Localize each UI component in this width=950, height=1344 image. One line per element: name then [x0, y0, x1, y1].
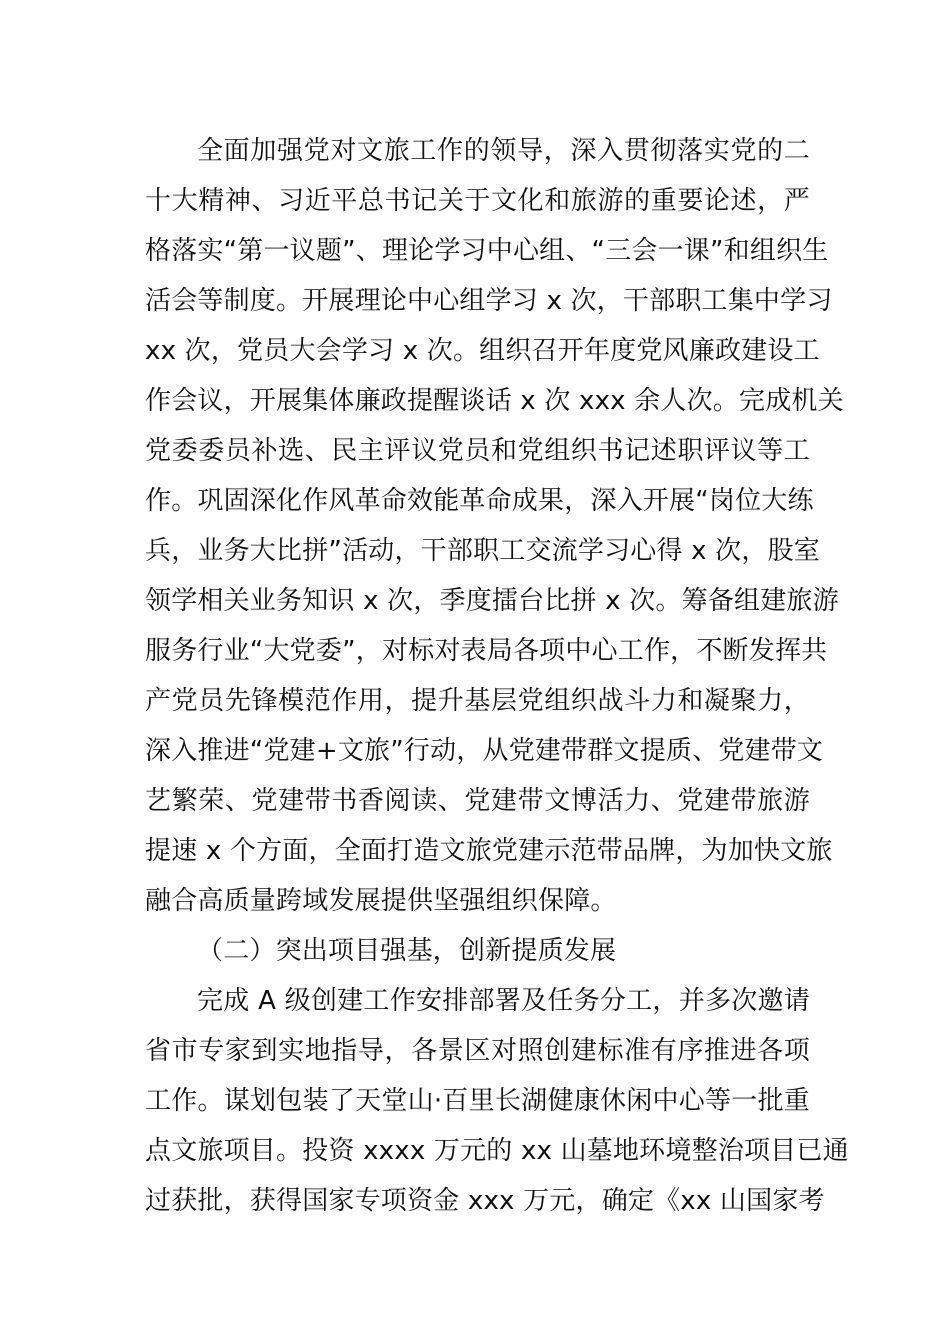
paragraph-line: 领学相关业务知识 x 次，季度擂台比拼 x 次。筹备组建旅游: [145, 586, 839, 616]
paragraph-line: 提速 x 个方面，全面打造文旅党建示范带品牌，为加快文旅: [145, 836, 833, 866]
paragraph-line: xx 次，党员大会学习 x 次。组织召开年度党风廉政建设工: [145, 336, 820, 366]
paragraph-line: 党委委员补选、民主评议党员和党组织书记述职评议等工: [145, 436, 810, 466]
paragraph-line: 活会等制度。开展理论中心组学习 x 次，干部职工集中学习: [145, 286, 833, 316]
paragraph-line: 过获批，获得国家专项资金 xxx 万元，确定《xx 山国家考: [145, 1186, 825, 1216]
paragraph-line: 工作。谋划包装了天堂山·百里长湖健康休闲中心等一批重: [145, 1086, 810, 1116]
paragraph-line: 十大精神、习近平总书记关于文化和旅游的重要论述，严: [145, 186, 810, 216]
paragraph-line: 兵，业务大比拼”活动，干部职工交流学习心得 x 次，股室: [145, 536, 820, 566]
paragraph-line: 服务行业“大党委”，对标对表局各项中心工作，不断发挥共: [145, 636, 828, 666]
paragraph-line: 点文旅项目。投资 xxxx 万元的 xx 山墓地环境整治项目已通: [145, 1136, 849, 1166]
paragraph-line: 作会议，开展集体廉政提醒谈话 x 次 xxx 余人次。完成机关: [145, 386, 844, 416]
paragraph-line: 省市专家到实地指导，各景区对照创建标准有序推进各项: [145, 1036, 810, 1066]
paragraph-line: 艺繁荣、党建带书香阅读、党建带文博活力、党建带旅游: [145, 786, 810, 816]
paragraph-line: 完成 A 级创建工作安排部署及任务分工，并多次邀请: [197, 986, 810, 1016]
paragraph-line: 产党员先锋模范作用，提升基层党组织战斗力和凝聚力，: [145, 686, 810, 716]
paragraph-line: 全面加强党对文旅工作的领导，深入贯彻落实党的二: [197, 136, 810, 166]
paragraph-line: 格落实“第一议题”、理论学习中心组、“三会一课”和组织生: [145, 236, 829, 266]
paragraph-line: 作。巩固深化作风革命效能革命成果，深入开展“岗位大练: [145, 486, 814, 516]
paragraph-line: 融合高质量跨域发展提供坚强组织保障。: [145, 886, 617, 916]
paragraph-line: 深入推进“党建+文旅”行动，从党建带群文提质、党建带文: [145, 736, 824, 766]
section-heading: （二）突出项目强基，创新提质发展: [197, 936, 617, 966]
